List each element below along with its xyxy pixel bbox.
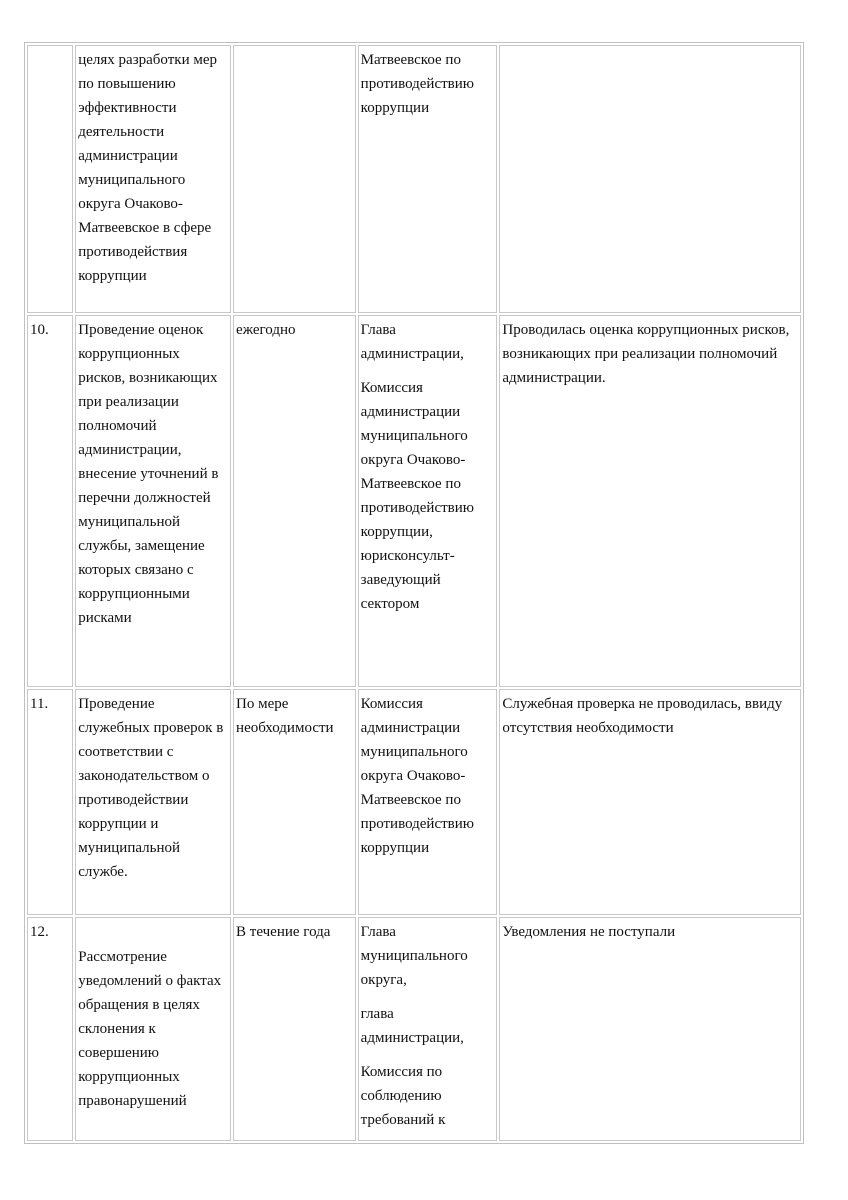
row-number: 10. [27,315,73,687]
term-cell: В течение года [233,917,356,1141]
result-cell: Проводилась оценка коррупционных рисков, возникающих при реализации полномочий администрации. [499,315,801,687]
responsible-line: Глава муниципального округа, [360,924,468,988]
action-cell: Проведение служебных проверок в соответствии с законодательством о противодействии коррупции и муниципальной службе. [75,689,231,915]
responsible-cell [358,315,498,687]
term-cell: ежегодно [233,315,356,687]
responsible-cell [358,45,498,313]
responsible-line: Матвеевское по противодействию коррупции [360,52,474,116]
result-cell: Уведомления не поступали [499,917,801,1141]
term-cell [233,45,356,313]
row-number: 12. [27,917,73,1141]
action-cell: целях разработки мер по повышению эффективности деятельности администрации муниципального округа Очаково-Матвеевское в сфере противодействия коррупции [75,45,231,313]
row-number: 11. [27,689,73,915]
anticorruption-plan-table [24,42,804,1144]
action-cell: Рассмотрение уведомлений о фактах обращения в целях склонения к совершению коррупционных правонарушений [75,917,231,1141]
result-cell: Служебная проверка не проводилась, ввиду отсутствия необходимости [499,689,801,915]
responsible-line: Комиссия администрации муниципального округа Очаково-Матвеевское по противодействию коррупции, юрисконсульт-заведующий сектором [360,380,474,612]
table-row [27,917,801,1141]
responsible-line: Комиссия администрации муниципального округа Очаково-Матвеевское по противодействию коррупции [360,696,474,856]
responsible-cell [358,917,498,1141]
responsible-cell [358,689,498,915]
table-row [27,689,801,915]
result-cell [499,45,801,313]
responsible-line: Комиссия по соблюдению требований к [360,1064,446,1128]
responsible-line: глава администрации, [360,1006,464,1046]
term-cell: По мере необходимости [233,689,356,915]
table-row [27,315,801,687]
table-row [27,45,801,313]
row-number [27,45,73,313]
action-cell: Проведение оценок коррупционных рисков, возникающих при реализации полномочий администрации, внесение уточнений в перечни должностей муниципальной службы, замещение которых связано с коррупционными рисками [75,315,231,687]
responsible-line: Глава администрации, [360,322,464,362]
document-page [24,42,804,1144]
